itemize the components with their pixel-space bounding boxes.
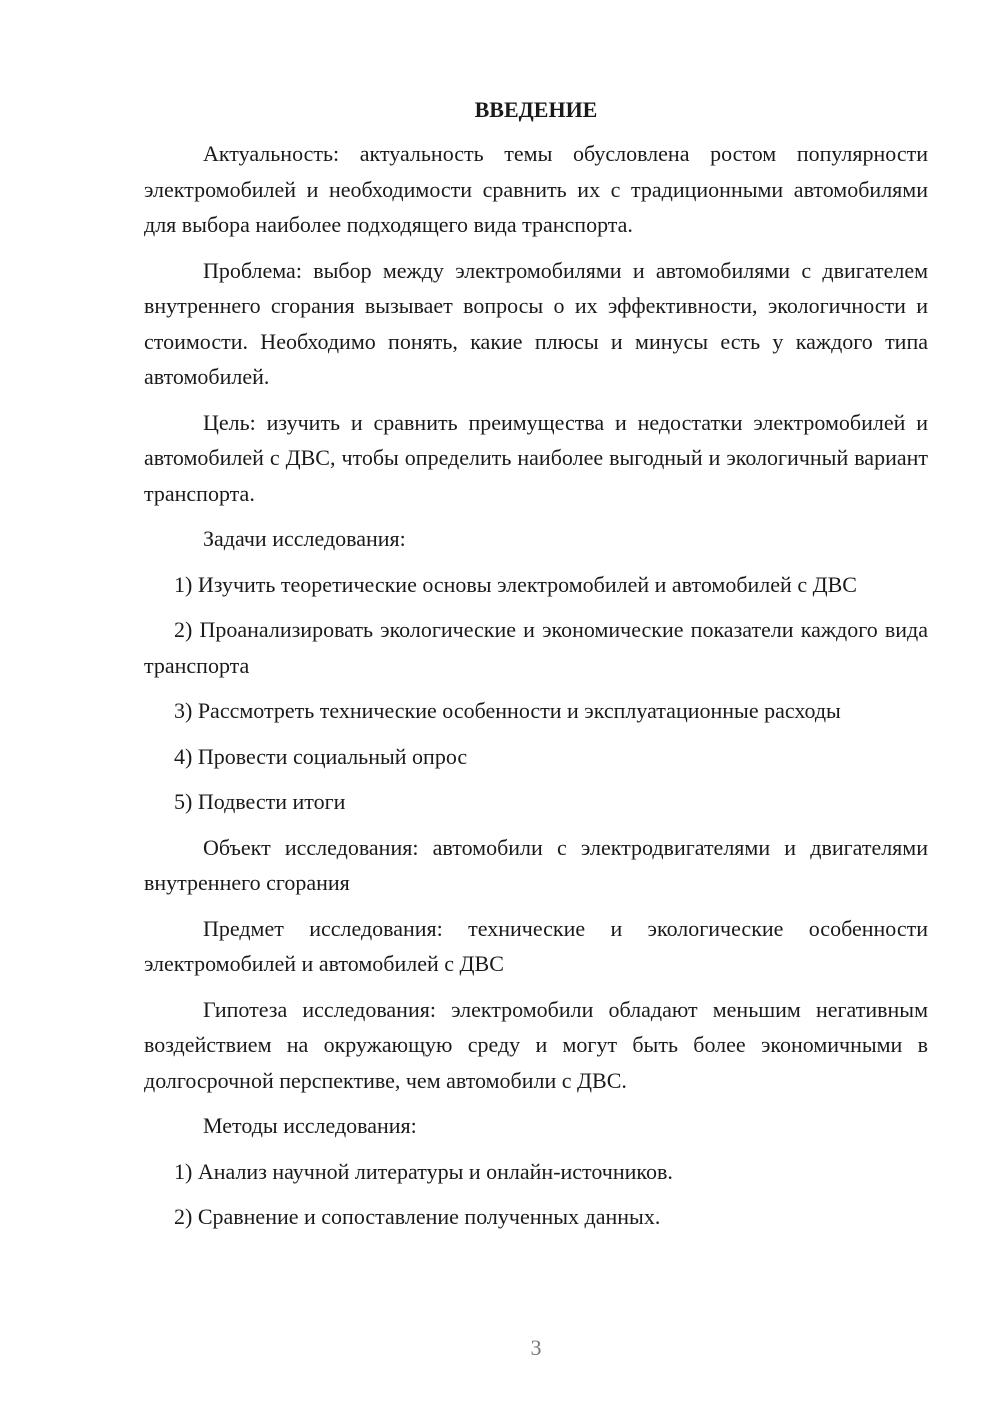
method-item: 2) Сравнение и сопоставление полученных данных. — [174, 1204, 661, 1229]
page-number: 3 — [530, 1335, 542, 1360]
task-item: 4) Провести социальный опрос — [174, 743, 468, 769]
method-item: 1) Анализ научной литературы и онлайн-источников. — [174, 1158, 673, 1184]
paragraph-problem: Проблема: выбор между электромобилями и автомобилями с двигателем внутреннего сгорания вызывает вопросы о их эффективности, экологичности и стоимости. Необходимо понять, какие плюсы и минусы есть у каждого типа автомобилей. — [144, 257, 928, 389]
paragraph-tasks-heading: Задачи исследования: — [203, 526, 406, 551]
paragraph-object: Объект исследования: автомобили с электродвигателями и двигателями внутреннего сгорания — [144, 834, 928, 895]
paragraph-goal: Цель: изучить и сравнить преимущества и недостатки электромобилей и автомобилей с ДВС, чтобы определить наиболее выгодный и экологичный вариант транспорта. — [144, 409, 928, 506]
paragraph-relevance: Актуальность: актуальность темы обусловлена ростом популярности электромобилей и необходимости сравнить их с традиционными автомобилями для выбора наиболее подходящего вида транспорта. — [144, 141, 928, 237]
task-item: 5) Подвести итоги — [174, 789, 346, 814]
section-title: ВВЕДЕНИЕ — [474, 97, 598, 122]
paragraph-hypothesis: Гипотеза исследования: электромобили обладают меньшим негативным воздействием на окружающую среду и могут быть более экономичными в долгосрочной перспективе, чем автомобили с ДВС. — [144, 996, 928, 1093]
task-item: 3) Рассмотреть технические особенности и эксплуатационные расходы — [174, 698, 841, 723]
task-item: 2) Проанализировать экологические и экономические показатели каждого вида транспорта — [144, 617, 928, 678]
document-page — [144, 92, 928, 1245]
paragraph-methods-heading: Методы исследования: — [203, 1113, 417, 1138]
paragraph-subject: Предмет исследования: технические и экологические особенности электромобилей и автомобилей с ДВС — [144, 915, 928, 976]
task-item: 1) Изучить теоретические основы электромобилей и автомобилей с ДВС — [174, 571, 857, 597]
